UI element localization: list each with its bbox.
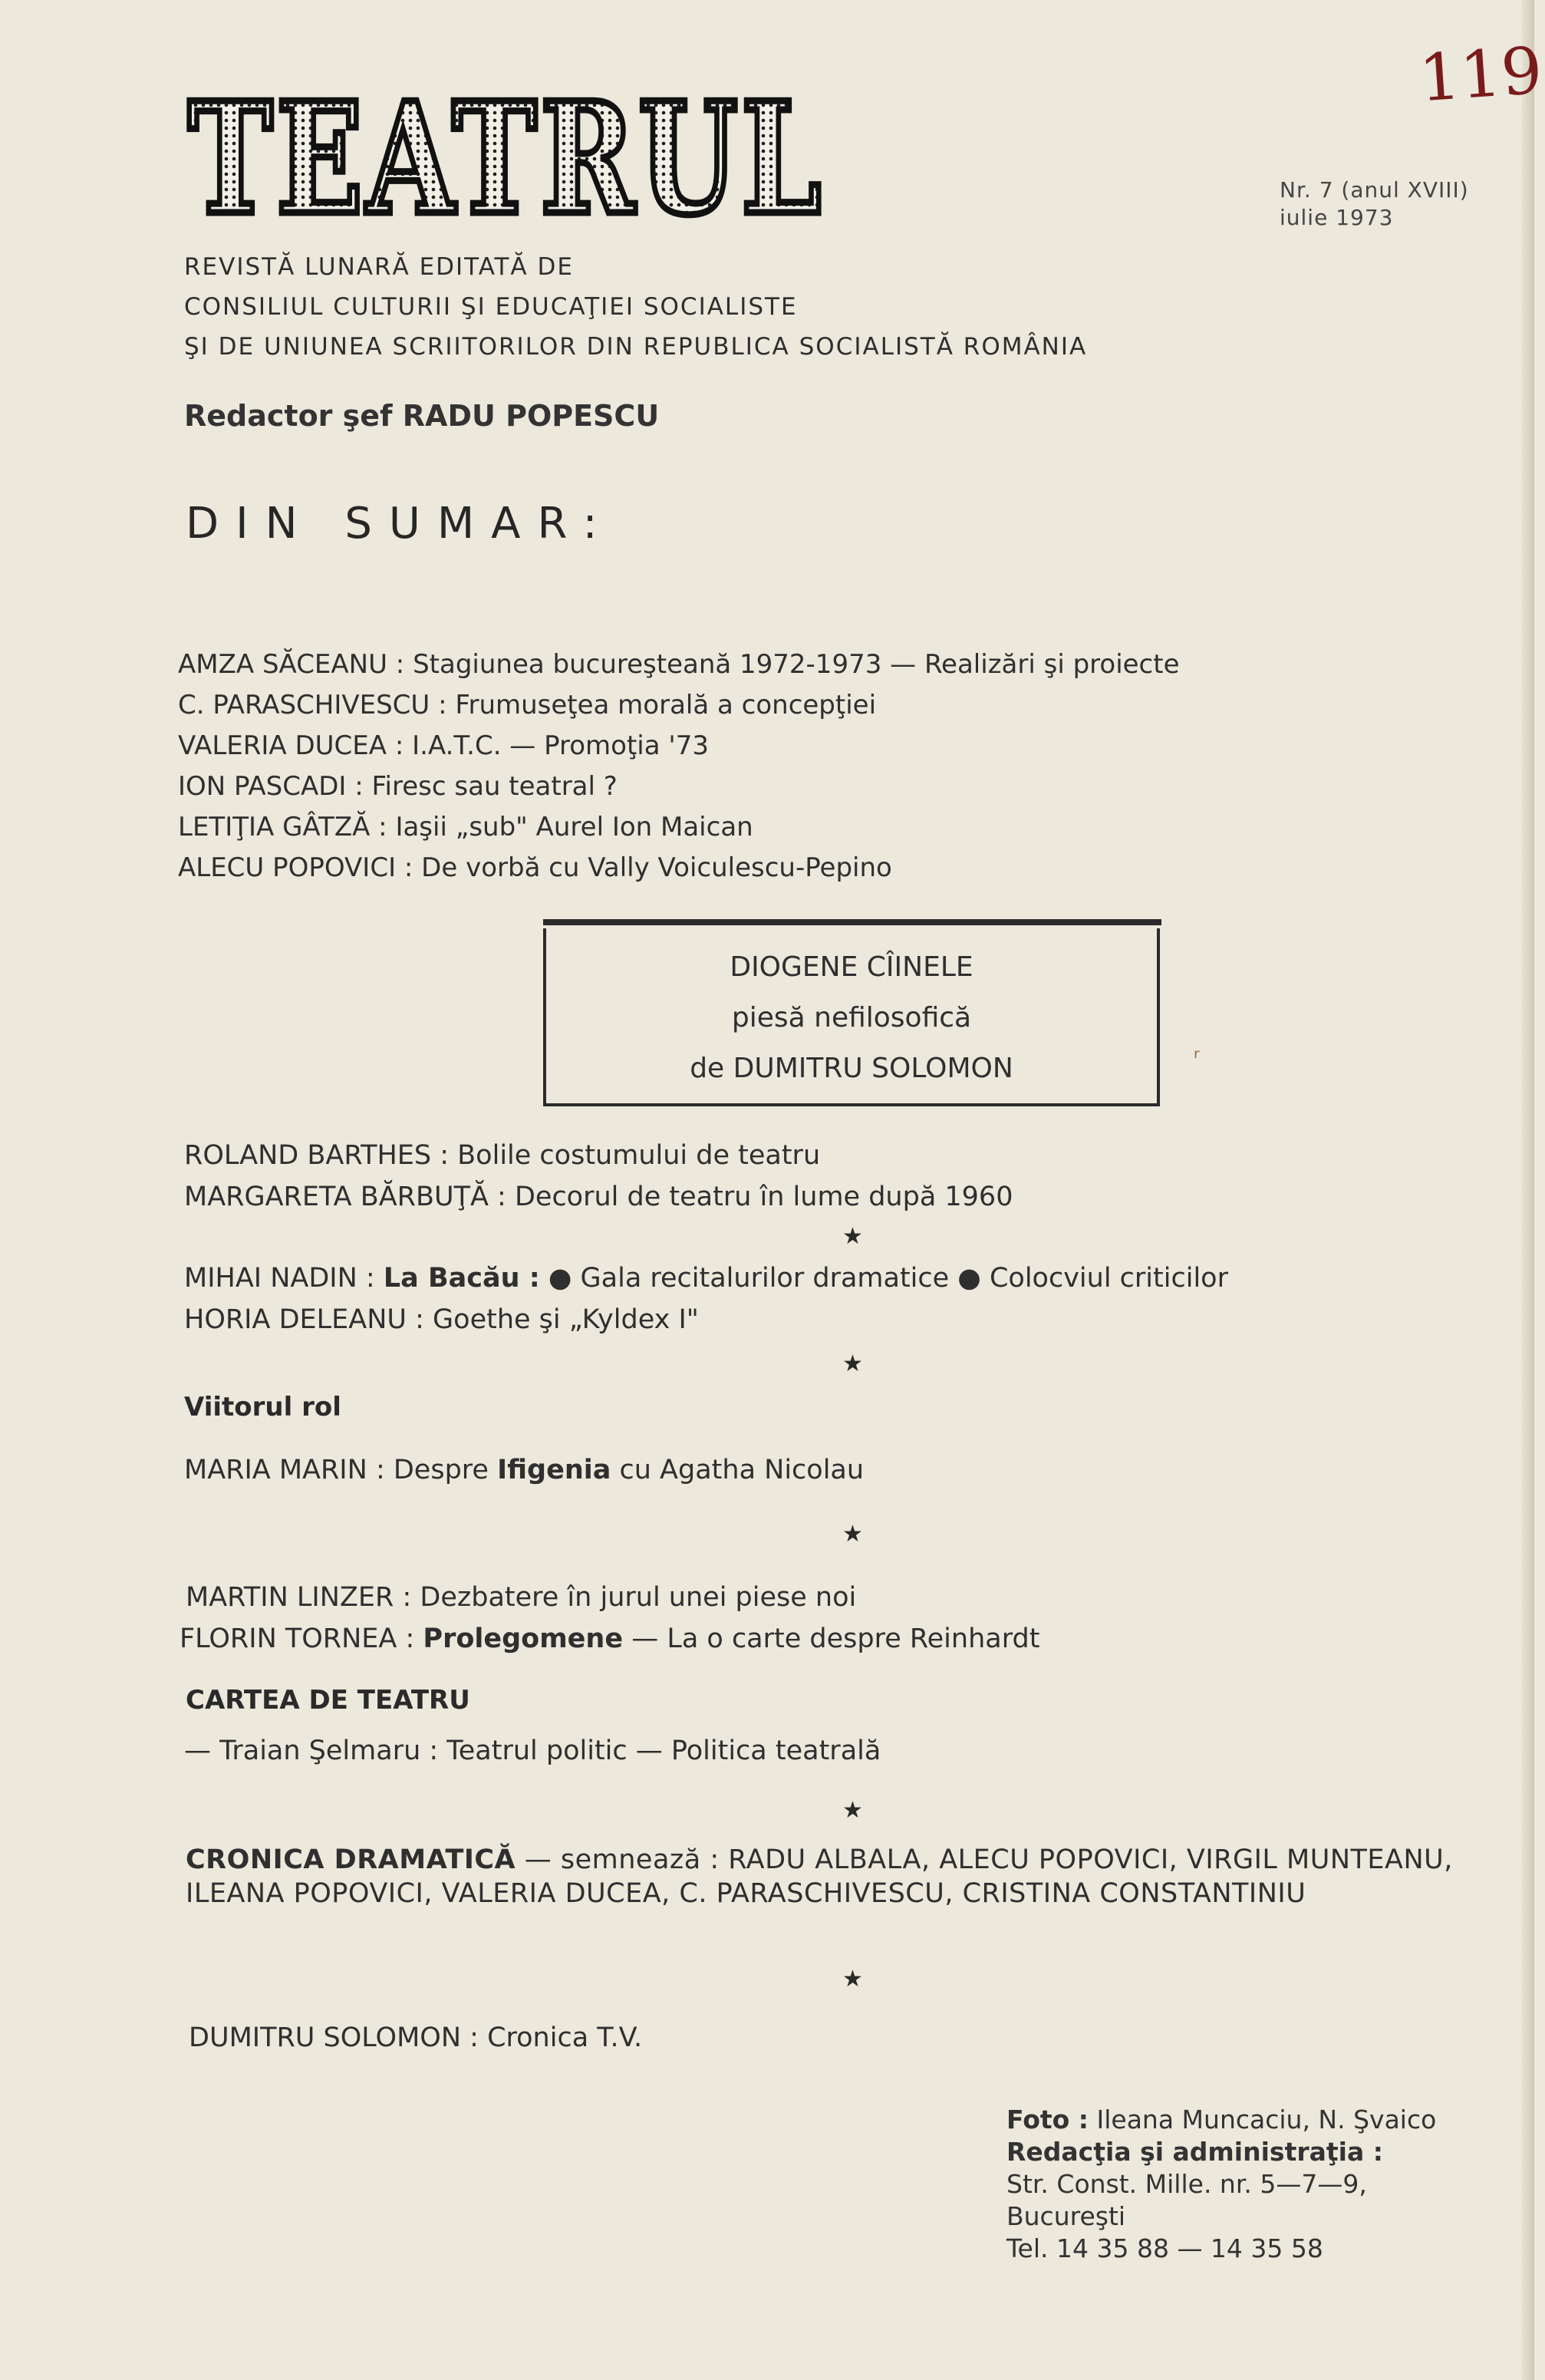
summary-title: DIN SUMAR: (186, 499, 614, 549)
photo-credits (1006, 2104, 1436, 2136)
address-line: Str. Const. Mille. nr. 5—7—9, (1006, 2169, 1367, 2199)
issue-info (1280, 176, 1469, 232)
featured-top-rule (543, 919, 1161, 925)
cronica-signers: — semnează : RADU ALBALA, ALECU POPOVICI, VIRGIL MUNTEANU, ILEANA POPOVICI, VALERIA DUCEA, C. PARASCHIVESCU, CRISTINA CONSTANTINIU (186, 1844, 1453, 1909)
issue-number: Nr. 7 (anul XVIII) (1280, 177, 1469, 203)
contents-item: MARTIN LINZER : Dezbatere în jurul unei piese noi (186, 1582, 857, 1613)
masthead-logo (176, 55, 836, 247)
contents-item: ROLAND BARTHES : Bolile costumului de teatru (184, 1140, 821, 1171)
featured-title: DIOGENE CÎINELE (730, 951, 973, 983)
issue-date: iulie 1973 (1280, 205, 1394, 230)
contents-item: DUMITRU SOLOMON : Cronica T.V. (189, 2022, 643, 2053)
contents-item: HORIA DELEANU : Goethe şi „Kyldex I" (184, 1304, 699, 1335)
masthead-logo-art (176, 55, 836, 247)
handwritten-page-number: 119 (1416, 32, 1545, 117)
section-heading-cartea-de-teatru: CARTEA DE TEATRU (186, 1685, 470, 1716)
editor-in-chief: Redactor şef RADU POPESCU (184, 399, 660, 433)
photo-label: Foto : (1006, 2105, 1089, 2134)
star-separator: ★ (842, 1350, 863, 1377)
contents-item: C. PARASCHIVESCU : Frumuseţea morală a concepţiei (178, 690, 877, 720)
photo-value: Ileana Muncaciu, N. Şvaico (1089, 2105, 1437, 2134)
contents-item (184, 1263, 1228, 1294)
item-rest: ● Gala recitalurilor dramatice ● Colocviul criticilor (539, 1263, 1228, 1294)
item-bold-title: La Bacău : (383, 1263, 540, 1294)
contents-item: ION PASCADI : Firesc sau teatral ? (178, 771, 618, 802)
masthead-title: TEATRUL (188, 69, 825, 249)
editorial-office-heading: Redacţia şi administraţia : (1006, 2137, 1383, 2167)
star-separator: ★ (842, 1223, 863, 1250)
item-author: MARIA MARIN : Despre (184, 1455, 498, 1485)
contents-item: AMZA SĂCEANU : Stagiunea bucureşteană 1972-1973 — Realizări şi proiecte (178, 649, 1180, 680)
star-separator: ★ (842, 1966, 863, 1993)
featured-play-box (543, 928, 1160, 1106)
section-heading-viitorul-rol: Viitorul rol (184, 1392, 341, 1422)
contents-item: VALERIA DUCEA : I.A.T.C. — Promoţia '73 (178, 730, 710, 761)
publisher-block (184, 247, 1087, 367)
contents-item: — Traian Şelmaru : Teatrul politic — Politica teatrală (184, 1736, 881, 1766)
colophon (1006, 2104, 1436, 2265)
contents-item (184, 1455, 864, 1485)
featured-author: de DUMITRU SOLOMON (690, 1053, 1013, 1084)
item-rest: — La o carte despre Reinhardt (623, 1623, 1040, 1654)
contents-item: LETIŢIA GÂTZĂ : Iaşii „sub" Aurel Ion Maican (178, 812, 753, 842)
page-edge (1522, 0, 1534, 2380)
item-bold-title: Prolegomene (423, 1623, 624, 1654)
publisher-line: CONSILIUL CULTURII ŞI EDUCAŢIEI SOCIALISTE (184, 293, 798, 321)
featured-subtitle: piesă nefilosofică (731, 1002, 972, 1033)
cronica-heading: CRONICA DRAMATICĂ (186, 1844, 516, 1875)
contents-item (180, 1623, 1039, 1654)
star-separator: ★ (842, 1797, 863, 1824)
contents-item: MARGARETA BĂRBUŢĂ : Decorul de teatru în lume după 1960 (184, 1182, 1013, 1212)
publisher-line: REVISTĂ LUNARĂ EDITATĂ DE (184, 253, 574, 281)
item-bold-title: Ifigenia (497, 1455, 611, 1485)
item-author: FLORIN TORNEA : (180, 1623, 423, 1654)
cronica-dramatica (186, 1843, 1505, 1910)
contents-list (178, 644, 1180, 888)
address-city: Bucureşti (1006, 2201, 1126, 2231)
star-separator: ★ (842, 1521, 863, 1548)
telephone: Tel. 14 35 88 — 14 35 58 (1006, 2233, 1323, 2263)
publisher-line: ŞI DE UNIUNEA SCRIITORILOR DIN REPUBLICA SOCIALISTĂ ROMÂNIA (184, 333, 1088, 361)
ink-speck: ʳ (1194, 1045, 1200, 1072)
contents-item: ALECU POPOVICI : De vorbă cu Vally Voiculescu-Pepino (178, 852, 892, 883)
item-author: MIHAI NADIN : (184, 1263, 384, 1294)
editorial-office-label (1006, 2136, 1436, 2168)
item-rest: cu Agatha Nicolau (611, 1455, 865, 1485)
